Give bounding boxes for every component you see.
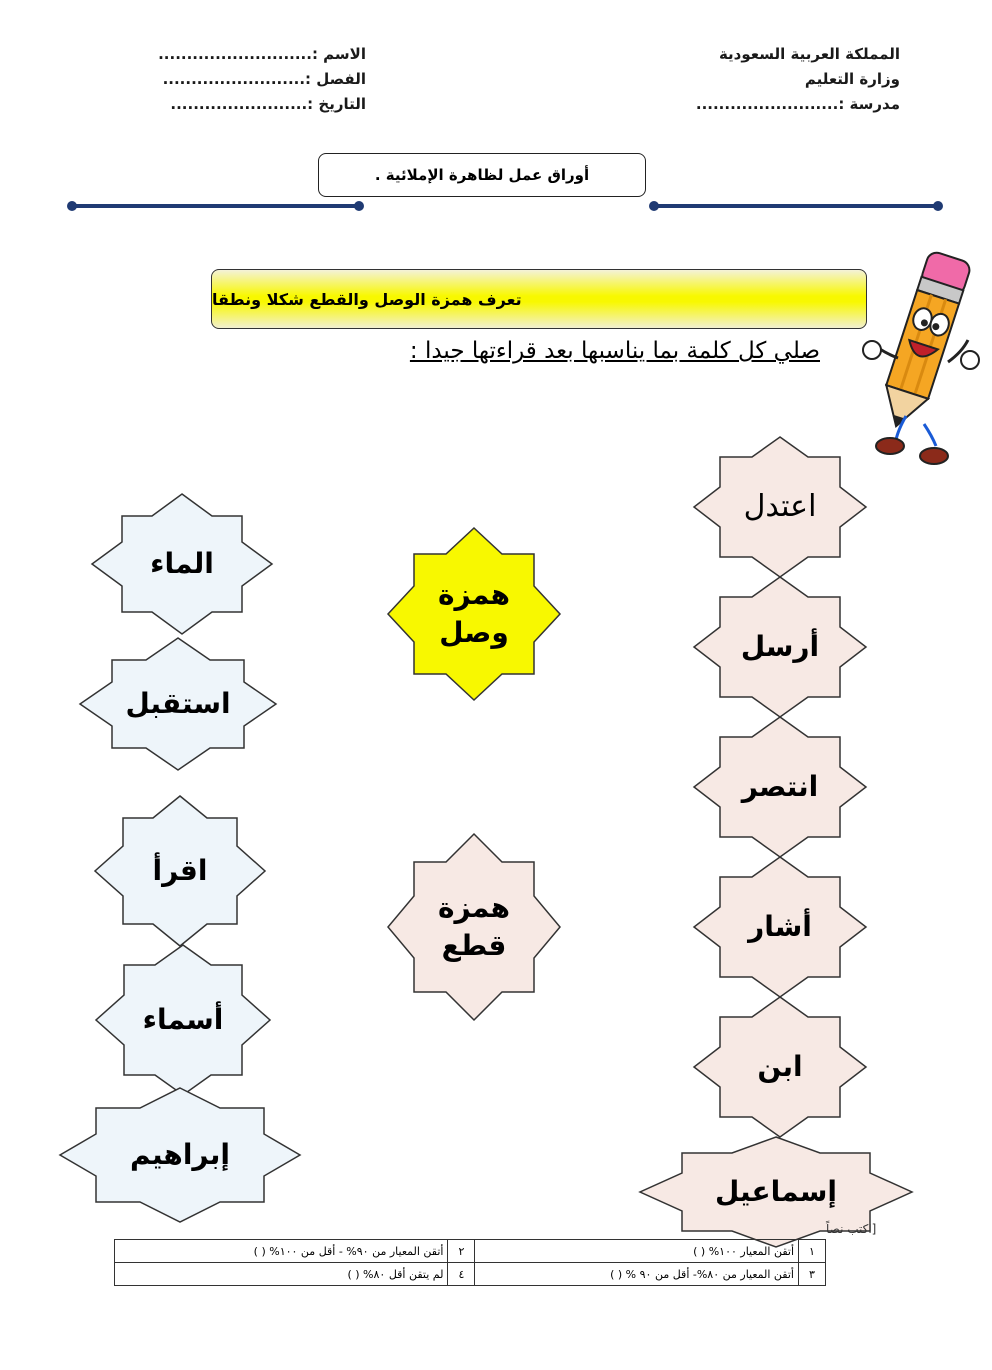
- student-info: [134, 42, 366, 117]
- date-field[interactable]: التاريخ :........................: [170, 95, 366, 113]
- table-row: [115, 1240, 826, 1263]
- table-row: [115, 1263, 826, 1286]
- category-label: همزة وصل: [437, 578, 511, 649]
- divider-right: [654, 204, 938, 208]
- divider-dot: [354, 201, 364, 211]
- word-star-right[interactable]: [694, 997, 866, 1137]
- school-header: [696, 42, 900, 117]
- word-label: انتصر: [741, 770, 819, 804]
- category-label: همزة قطع: [437, 891, 511, 962]
- instruction-text: صلي كل كلمة بما يناسبها بعد قراءتها جيدا :: [409, 338, 820, 364]
- word-star-right[interactable]: [694, 437, 866, 577]
- divider-dot: [933, 201, 943, 211]
- school-line: مدرسة :.........................: [695, 95, 900, 113]
- word-label: الماء: [150, 547, 214, 581]
- criterion-cell[interactable]: أتقن المعيار من ٨٠%- أقل من ٩٠ % ( ): [475, 1263, 799, 1286]
- divider-dot: [67, 201, 77, 211]
- row-number: ٢: [448, 1240, 475, 1263]
- objective-banner: تعرف همزة الوصل والقطع شكلا ونطقا: [211, 269, 867, 329]
- word-star-right[interactable]: [694, 857, 866, 997]
- row-number: ٤: [448, 1263, 475, 1286]
- row-number: ١: [799, 1240, 826, 1263]
- word-label: اقرأ: [152, 854, 208, 888]
- category-star-qata[interactable]: [388, 834, 560, 1020]
- word-label: أرسل: [740, 630, 820, 664]
- word-label: ابن: [757, 1050, 803, 1084]
- word-star-left[interactable]: [92, 494, 272, 634]
- worksheet-title: أوراق عمل لظاهرة الإملائية .: [318, 153, 646, 197]
- word-star-left[interactable]: [80, 638, 276, 770]
- ministry-line: وزارة التعليم: [804, 70, 900, 88]
- word-label: استقبل: [125, 687, 231, 721]
- word-star-right[interactable]: [694, 717, 866, 857]
- word-star-right[interactable]: [694, 577, 866, 717]
- pencil-mascot-icon: [862, 240, 982, 470]
- word-label: إبراهيم: [130, 1138, 230, 1172]
- score-table: [114, 1239, 826, 1286]
- row-number: ٣: [799, 1263, 826, 1286]
- criterion-cell[interactable]: أتقن المعيار من ٩٠% - أقل من ١٠٠% ( ): [115, 1240, 448, 1263]
- word-star-left[interactable]: [96, 945, 270, 1095]
- word-label: أسماء: [142, 1003, 224, 1037]
- word-label: إسماعيل: [715, 1175, 837, 1209]
- category-star-wasl[interactable]: [388, 528, 560, 700]
- divider-dot: [649, 201, 659, 211]
- name-field[interactable]: الاسم :...........................: [158, 45, 366, 63]
- word-star-left[interactable]: [60, 1088, 300, 1222]
- kingdom-line: المملكة العربية السعودية: [718, 45, 900, 63]
- placeholder-note: [اكتب نصاً: [826, 1222, 877, 1236]
- criterion-cell[interactable]: لم يتقن أقل ٨٠% ( ): [115, 1263, 448, 1286]
- word-label: أشار: [748, 910, 812, 944]
- word-star-left[interactable]: [95, 796, 265, 946]
- word-label: اعتدل: [743, 488, 817, 524]
- criterion-cell[interactable]: أتقن المعيار ١٠٠% ( ): [475, 1240, 799, 1263]
- class-field[interactable]: الفصل :.........................: [162, 70, 366, 88]
- divider-left: [72, 204, 360, 208]
